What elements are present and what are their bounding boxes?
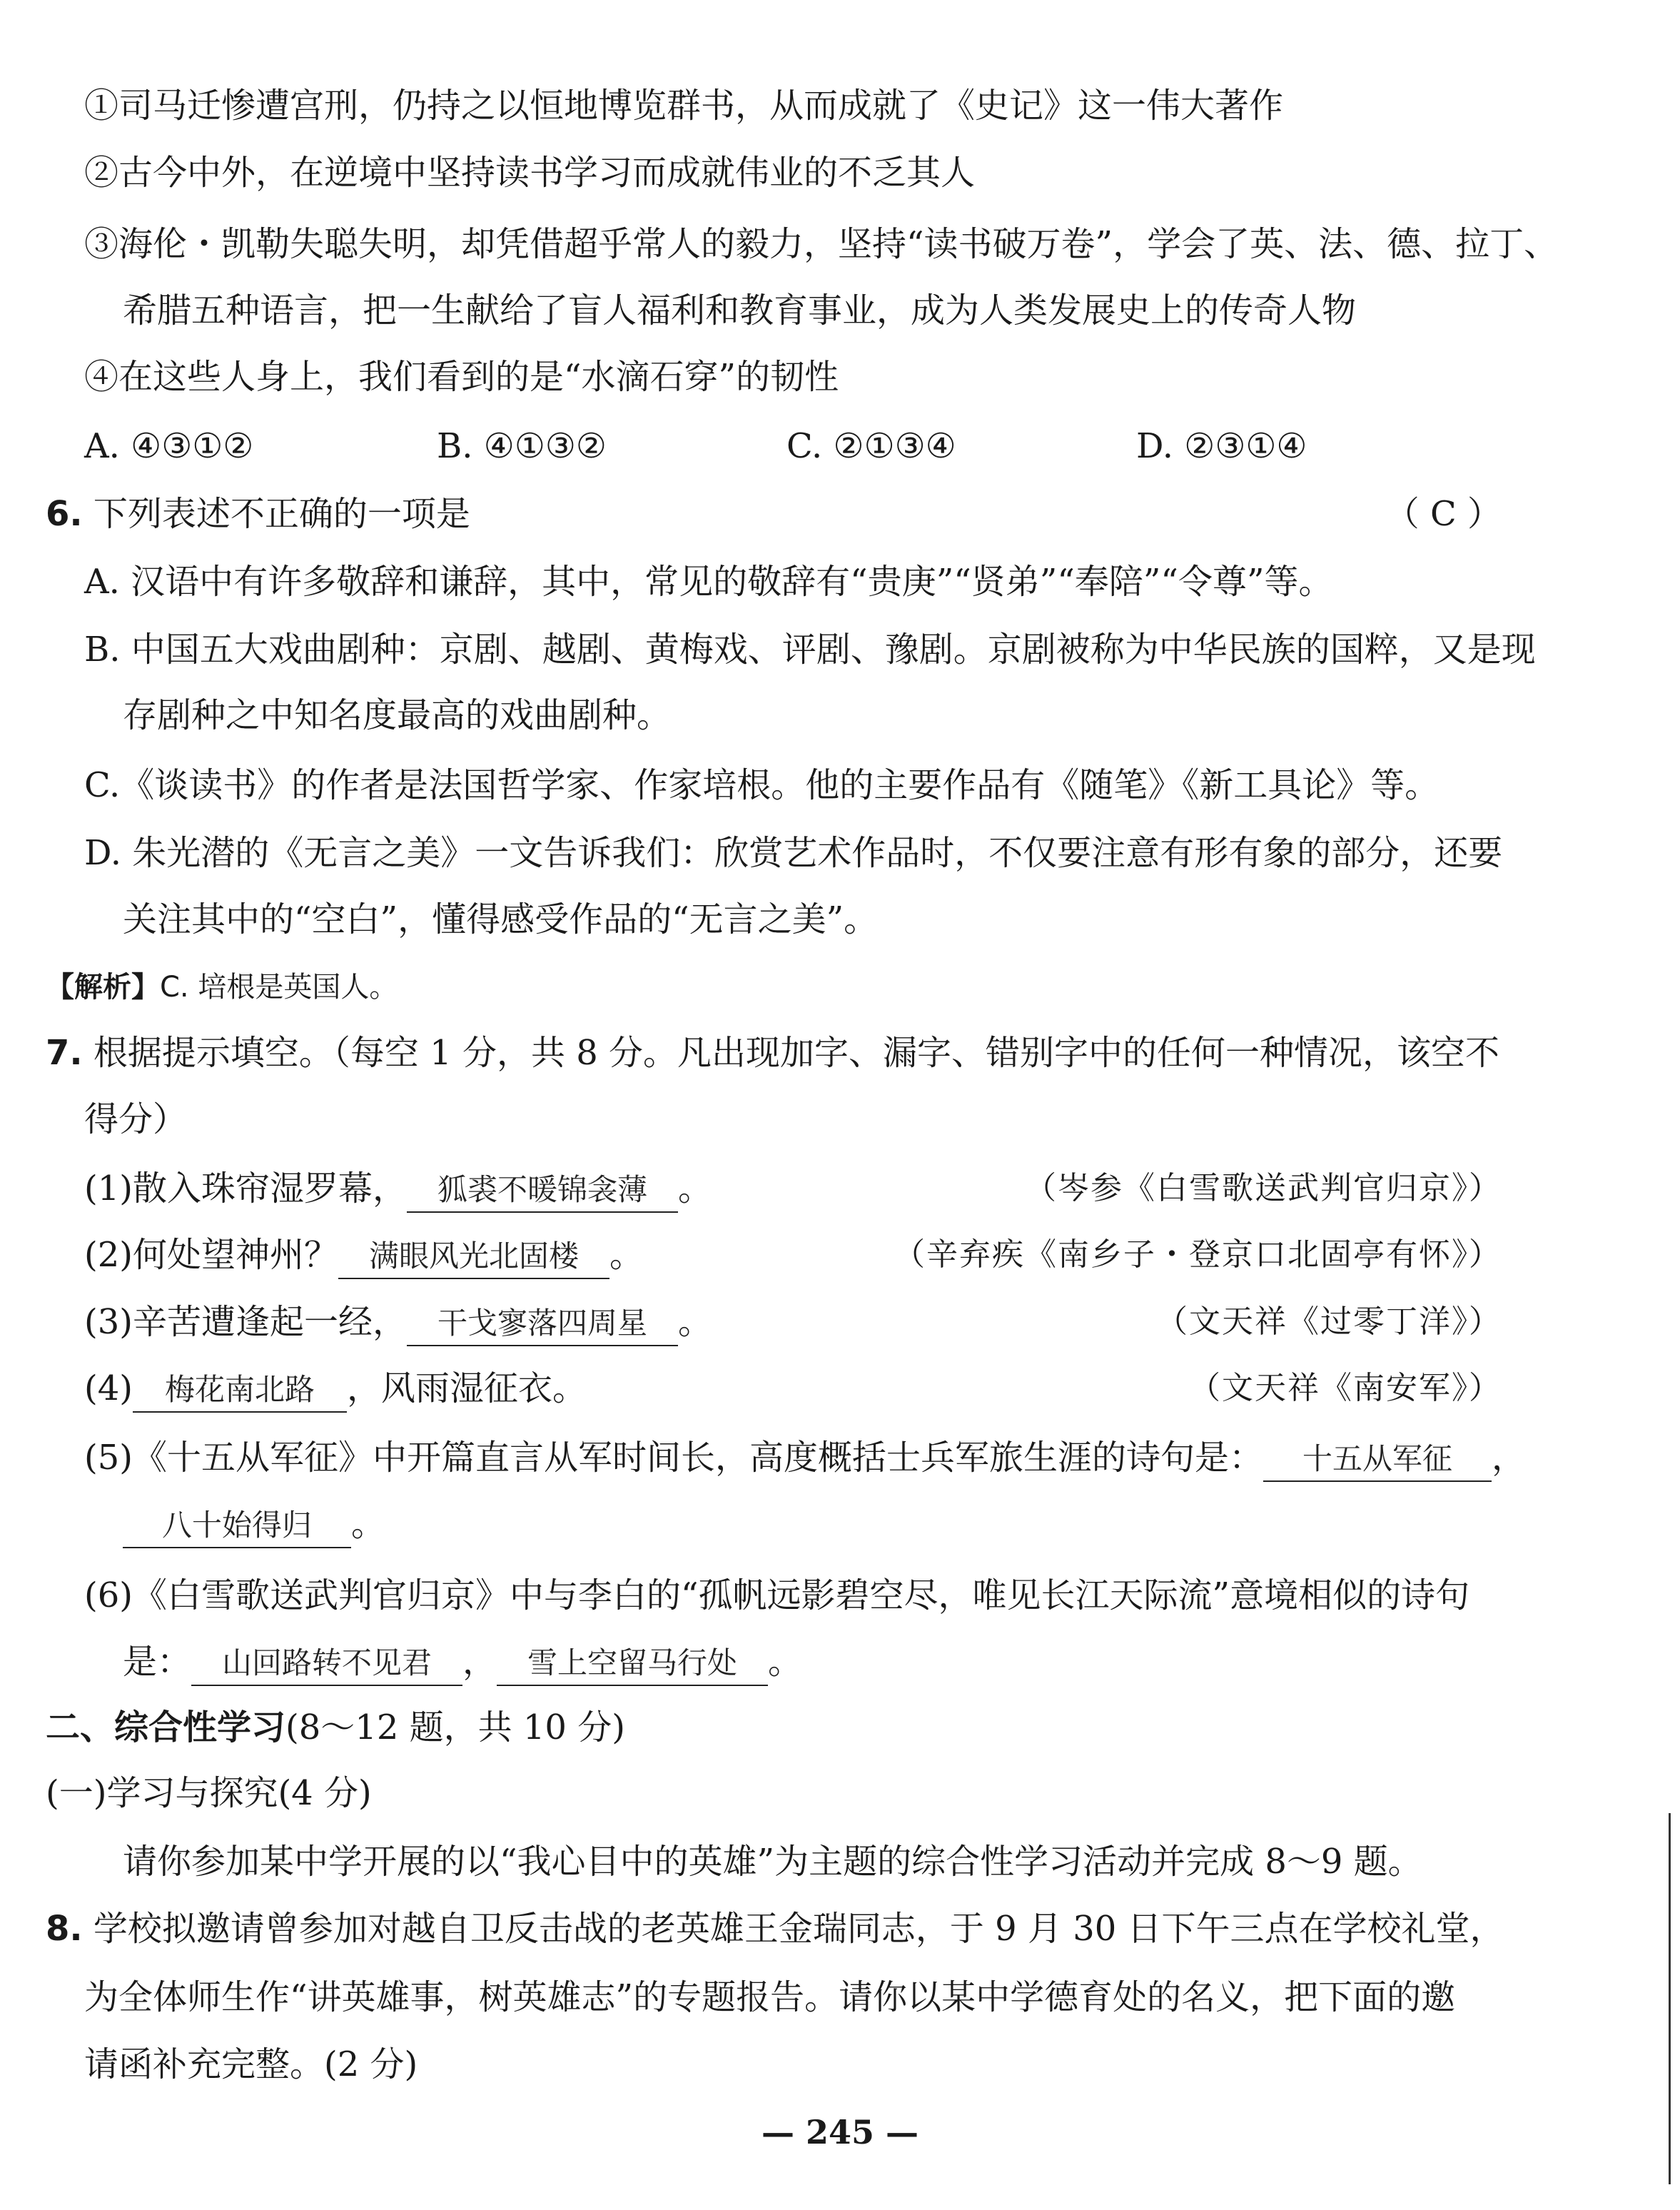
- section-2-points: (8～12 题，共 10 分): [285, 1707, 625, 1747]
- q7-item-5-line2: [123, 1503, 385, 1548]
- q7-item-2-end: 。: [609, 1235, 644, 1275]
- q6-stem: [46, 493, 470, 535]
- q7-item-2-answer: 满眼风光北固楼: [338, 1235, 609, 1279]
- q7-item-4-text: (4): [84, 1368, 133, 1408]
- q8-line3: 请函补充完整。(2 分): [84, 2044, 418, 2084]
- q7-item-1-answer: 狐裘不暖锦衾薄: [407, 1169, 678, 1213]
- q7-item-6-end: 。: [768, 1642, 803, 1682]
- q5-sentence-1: ①司马迁惨遭宫刑，仍持之以恒地博览群书，从而成就了《史记》这一伟大著作: [84, 86, 1284, 126]
- q7-number: 7.: [46, 1033, 83, 1073]
- q6-stem-text: 下列表述不正确的一项是: [93, 494, 470, 534]
- q7-item-4-answer: 梅花南北路: [133, 1368, 347, 1413]
- q7-item-3-text: (3)辛苦遭逢起一经，: [84, 1302, 407, 1342]
- q8-line2: 为全体师生作“讲英雄事，树英雄志”的专题报告。请你以某中学德育处的名义，把下面的邀: [84, 1977, 1456, 2017]
- q6-option-d-line2: 关注其中的“空白”，懂得感受作品的“无言之美”。: [123, 899, 879, 939]
- q7-item-1-end: 。: [678, 1169, 713, 1209]
- q7-item-5-comma: ，: [1492, 1438, 1527, 1478]
- q7-item-5-answer-2: 八十始得归: [123, 1504, 351, 1548]
- q7-item-5-text: (5)《十五从军征》中开篇直言从军时间长，高度概括士兵军旅生涯的诗句是：: [84, 1438, 1263, 1478]
- q7-stem-text: 根据提示填空。（每空 1 分，共 8 分。凡出现加字、漏字、错别字中的任何一种情况，该空不: [93, 1033, 1500, 1073]
- q5-option-c: C. ②①③④: [786, 426, 956, 466]
- q6-number: 6.: [46, 494, 83, 534]
- page-number: — 245 —: [761, 2113, 919, 2151]
- subsection-1-heading: (一)学习与探究(4 分): [46, 1773, 372, 1813]
- q8-line1: [46, 1907, 1504, 1950]
- q7-item-3-source: （文天祥《过零丁洋》）: [1156, 1303, 1502, 1340]
- q7-item-5-end: 。: [351, 1504, 386, 1544]
- q6-option-c: C.《谈读书》的作者是法国哲学家、作家培根。他的主要作品有《随笔》《新工具论》等。: [84, 765, 1439, 805]
- q7-item-2-source: （辛弃疾《南乡子・登京口北固亭有怀》）: [894, 1236, 1502, 1273]
- q7-stem-line2: 得分）: [84, 1099, 188, 1139]
- q7-item-5-line1: [84, 1436, 1526, 1482]
- q6-option-b-line2: 存剧种之中知名度最高的戏曲剧种。: [123, 695, 672, 735]
- q5-sentence-3-line1: ③海伦・凯勒失聪失明，却凭借超乎常人的毅力，坚持“读书破万卷”，学会了英、法、德、拉丁、: [84, 224, 1559, 264]
- q6-analysis: [46, 964, 398, 1009]
- section-2-intro: 请你参加某中学开展的以“我心目中的英雄”为主题的综合性学习活动并完成 8～9 题。: [123, 1842, 1422, 1882]
- q8-text-1: 学校拟邀请曾参加对越自卫反击战的老英雄王金瑞同志，于 9 月 30 日下午三点在学校礼堂，: [93, 1909, 1504, 1949]
- q7-item-6-comma: ，: [462, 1642, 497, 1682]
- q7-item-1-text: (1)散入珠帘湿罗幕，: [84, 1169, 407, 1209]
- q5-option-a: A. ④③①②: [84, 426, 254, 466]
- q7-item-3: [84, 1301, 712, 1346]
- q7-item-4-source: （文天祥《南安军》）: [1189, 1370, 1502, 1406]
- analysis-tag: 【解析】: [46, 971, 160, 1004]
- analysis-text: C. 培根是英国人。: [160, 971, 398, 1004]
- q7-item-6-answer-2: 雪上空留马行处: [497, 1642, 768, 1686]
- q7-stem-line1: [46, 1031, 1499, 1074]
- q6-answer: （ C ）: [1385, 494, 1502, 534]
- q7-item-3-end: 。: [678, 1302, 713, 1342]
- q7-item-5-answer-1: 十五从军征: [1263, 1438, 1492, 1482]
- q7-item-4-end: ，风雨湿征衣。: [347, 1368, 587, 1408]
- q7-item-2-text: (2)何处望神州？: [84, 1235, 338, 1275]
- q7-item-6-answer-1: 山回路转不见君: [191, 1642, 462, 1686]
- q5-option-d: D. ②③①④: [1136, 426, 1307, 466]
- q5-option-b: B. ④①③②: [437, 426, 607, 466]
- q7-item-6-line1: (6)《白雪歌送武判官归京》中与李白的“孤帆远影碧空尽，唯见长江天际流”意境相似的诗句: [84, 1575, 1470, 1615]
- q7-item-6-line2: [123, 1640, 802, 1686]
- q7-item-4: [84, 1367, 587, 1413]
- q7-item-6-lead: 是：: [123, 1642, 192, 1682]
- q7-item-2: [84, 1233, 644, 1279]
- q5-sentence-3-line2: 希腊五种语言，把一生献给了盲人福利和教育事业，成为人类发展史上的传奇人物: [123, 291, 1357, 331]
- q6-option-b-line1: B. 中国五大戏曲剧种：京剧、越剧、黄梅戏、评剧、豫剧。京剧被称为中华民族的国粹，又是现: [84, 630, 1536, 670]
- q8-number: 8.: [46, 1909, 83, 1949]
- q5-sentence-4: ④在这些人身上，我们看到的是“水滴石穿”的韧性: [84, 357, 839, 397]
- q6-option-d-line1: D. 朱光潜的《无言之美》一文告诉我们：欣赏艺术作品时，不仅要注意有形有象的部分，还要: [84, 833, 1503, 873]
- q7-item-1-source: （岑参《白雪歌送武判官归京》）: [1025, 1170, 1502, 1206]
- q5-sentence-2: ②古今中外，在逆境中坚持读书学习而成就伟业的不乏其人: [84, 153, 976, 193]
- q7-item-1: [84, 1167, 712, 1213]
- binding-edge-line: [1669, 1813, 1671, 2184]
- q7-item-3-answer: 干戈寥落四周星: [407, 1302, 678, 1346]
- section-2-title: 二、综合性学习: [46, 1707, 286, 1747]
- q6-option-a: A. 汉语中有许多敬辞和谦辞，其中，常见的敬辞有“贵庚”“贤弟”“奉陪”“令尊”等。: [84, 562, 1333, 602]
- section-2-heading: [46, 1706, 625, 1749]
